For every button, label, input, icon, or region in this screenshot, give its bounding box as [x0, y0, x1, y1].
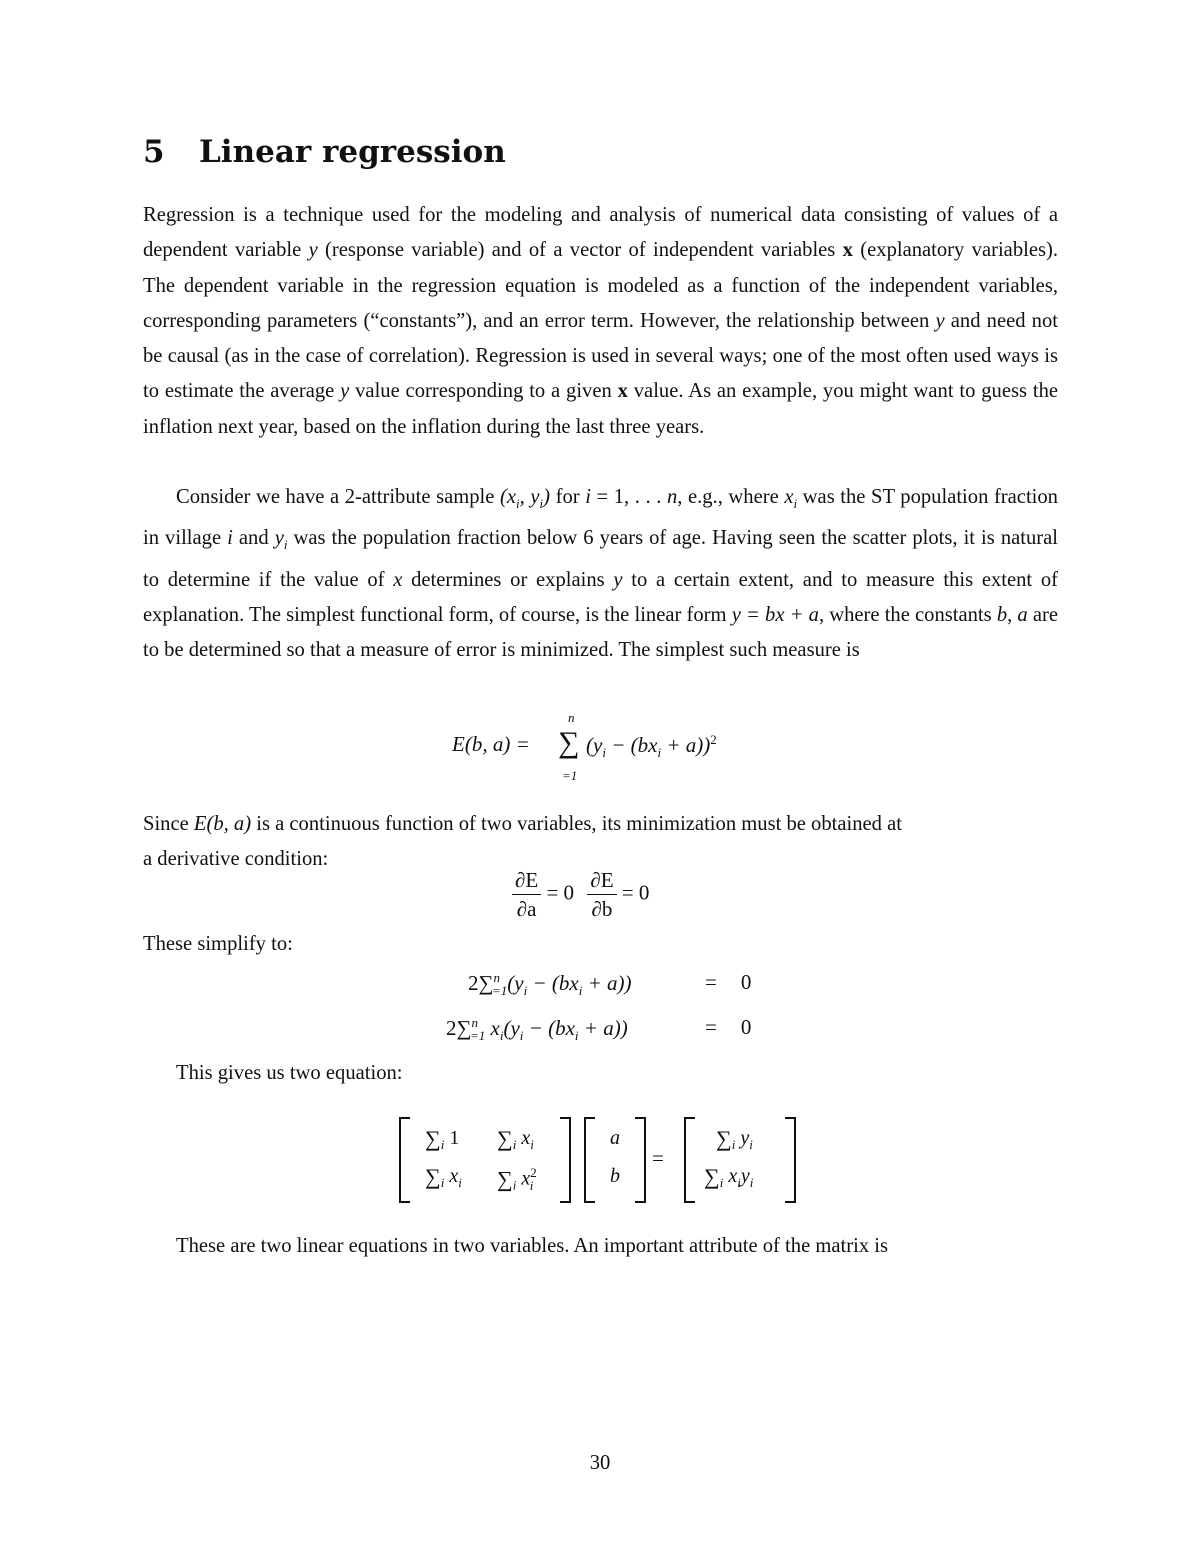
- matrix-equals: =: [652, 1146, 664, 1170]
- equation-system-row1: $2\sum^n_{=1}(y_i - (bx_i + a))$: [468, 970, 632, 999]
- section-heading: [143, 134, 506, 170]
- paragraph-sample: Consider we have a 2-attribute sample ($x_i$, $y_i$) for i = 1, . . . n, e.g., where $x_i$ was the ST population fraction in village i and $y_i$ was the population fraction below 6 years of age. Having seen the scatter plots, it is natural to determine if the value of x determines or explains y to a certain extent, and to measure this extent of explanation. The simplest functional form, of course, is the linear form y = bx + a, where the constants b, a are to be determined so that a measure of error is minimized. The simplest such measure is: [143, 486, 1059, 662]
- equation-system-row2-rhs: = 0: [705, 1015, 752, 1039]
- matrix-rhs: $\sum_i$ $y_i$ $\sum_i$ $x_iy_i$: [684, 1117, 796, 1203]
- matrix-coefficients: $\sum_i$ 1 $\sum_i$ $x_i$ $\sum_i$ $x_i$ $\sum_i$ $x^2_i$: [399, 1117, 571, 1203]
- text-simplify: These simplify to:: [143, 933, 293, 955]
- paragraph-linear-equations: These are two linear equations in two variables. An important attribute of the matrix is: [176, 1235, 889, 1257]
- text-two-equations: This gives us two equation:: [176, 1062, 403, 1084]
- equation-system-row2: 2∑$^n_{=1}$ $x_i(y_i - (bx_i + a))$: [446, 1015, 628, 1044]
- matrix-unknowns: a b: [584, 1117, 646, 1203]
- equation-system-row1-rhs: = 0: [705, 970, 752, 994]
- section-number: 5: [143, 134, 165, 170]
- paragraph-minimization: Since E(b, a) is a continuous function of two variables, its minimization must be obtained at a derivative condition:: [143, 813, 902, 871]
- page-number: 30: [589, 1452, 611, 1474]
- paragraph-regression-intro: Regression is a technique used for the modeling and analysis of numerical data consisting of values of a dependent variable y (response variable) and of a vector of independent variables x (explanatory variables). The dependent variable in the regression equation is modeled as a function of the independent variables, corresponding parameters (“constants”), and an error term. However, the relationship between y and need not be causal (as in the case of correlation). Regression is used in several ways; one of the most often used ways is to estimate the average y value corresponding to a given x value. As an example, you might want to guess the inflation next year, based on the inflation during the last three years.: [143, 204, 1059, 438]
- section-title: Linear regression: [199, 134, 506, 170]
- equation-error-function: E(b, a) = n ∑ =1 $(y_i - (bx_i + a))^2$: [452, 710, 717, 783]
- equation-derivatives: $\frac{\partial E}{\partial a}$ = 0 $\frac{\partial E}{\partial b}$ = 0: [512, 866, 649, 923]
